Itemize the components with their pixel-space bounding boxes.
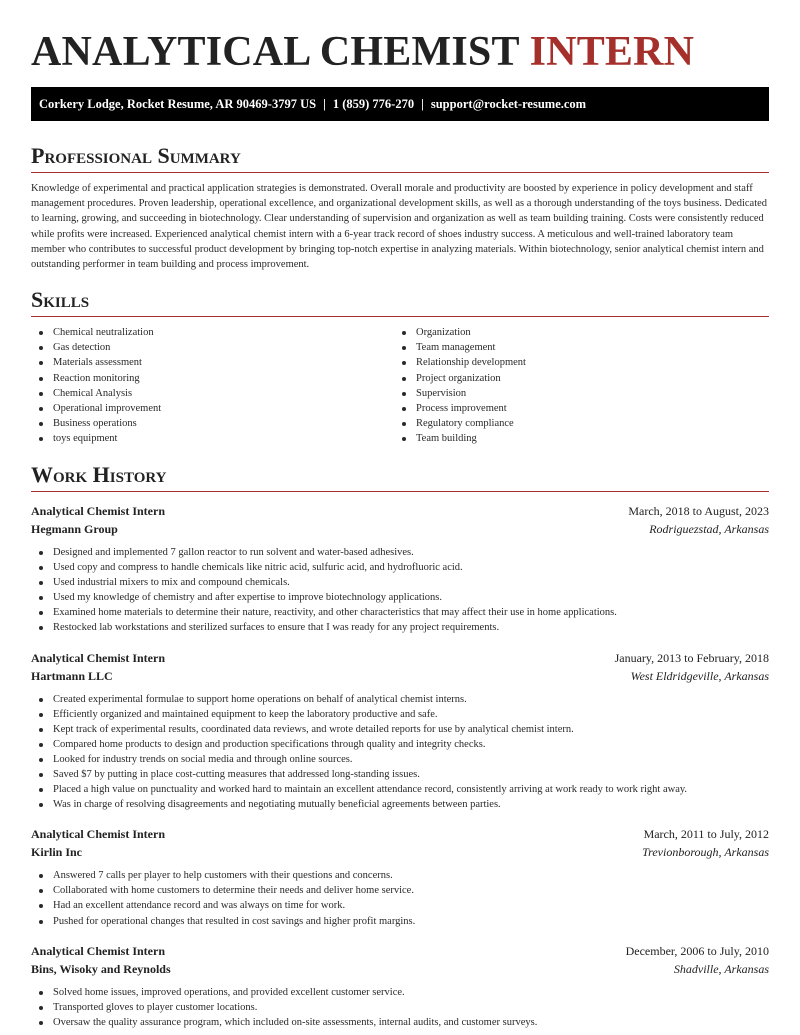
job-company: Bins, Wisoky and Reynolds [31, 961, 171, 976]
job-company: Hegmann Group [31, 521, 118, 536]
skill-item: Regulatory compliance [394, 416, 757, 431]
section-title-work-history: Work History [31, 463, 769, 492]
skill-item: Chemical neutralization [31, 325, 394, 340]
contact-bar [31, 87, 769, 121]
job-company-row [31, 667, 769, 685]
skill-item: Organization [394, 325, 757, 340]
job-duty-item: Had an excellent attendance record and was always on time for work. [31, 898, 769, 913]
job-entry [31, 942, 769, 1030]
skill-item: Process improvement [394, 401, 757, 416]
skill-item: Materials assessment [31, 355, 394, 370]
job-duty-item: Kept track of experimental results, coordinated data reviews, and wrote detailed reports for use by analytical chemist intern. [31, 722, 769, 737]
skill-item: Project organization [394, 371, 757, 386]
job-location: Rodriguezstad, Arkansas [649, 521, 769, 536]
candidate-name [31, 0, 769, 73]
contact-separator: | [323, 97, 326, 111]
section-title-summary: Professional Summary [31, 144, 769, 173]
job-duty-item: Looked for industry trends on social media and through online sources. [31, 752, 769, 767]
job-dates: December, 2006 to July, 2010 [625, 943, 769, 958]
job-duty-item: Used my knowledge of chemistry and after expertise to improve biotechnology applications. [31, 590, 769, 605]
skill-item: Team building [394, 431, 757, 446]
job-entry [31, 825, 769, 928]
job-duty-item: Created experimental formulae to support home operations on behalf of analytical chemist interns. [31, 692, 769, 707]
skill-item: Operational improvement [31, 401, 394, 416]
job-duty-item: Answered 7 calls per player to help customers with their questions and concerns. [31, 868, 769, 883]
name-accent: INTERN [529, 29, 695, 75]
job-company: Kirlin Inc [31, 845, 83, 860]
contact-separator: | [421, 97, 424, 111]
job-duties-list [31, 545, 769, 636]
job-company-row [31, 843, 769, 861]
job-header-row [31, 825, 769, 843]
job-header-row [31, 649, 769, 667]
job-duty-item: Used industrial mixers to mix and compound chemicals. [31, 575, 769, 590]
job-duty-item: Placed a high value on punctuality and worked hard to maintain an excellent attendance record, consistently arriving at work ready to work right away. [31, 782, 769, 797]
job-header-row [31, 942, 769, 960]
job-duties-list [31, 868, 769, 928]
skill-item: toys equipment [31, 431, 394, 446]
job-dates: March, 2011 to July, 2012 [643, 827, 769, 842]
job-duty-item: Was in charge of resolving disagreements and negotiating mutually beneficial agreements between parties. [31, 797, 769, 812]
contact-phone[interactable]: 1 (859) 776-270 [332, 97, 415, 111]
job-duty-item: Efficiently organized and maintained equipment to keep the laboratory productive and safe. [31, 707, 769, 722]
job-duty-item: Saved $7 by putting in place cost-cutting measures that addressed long-standing issues. [31, 767, 769, 782]
job-title: Analytical Chemist Intern [31, 827, 165, 842]
job-entry [31, 502, 769, 636]
job-duty-item: Solved home issues, improved operations, and provided excellent customer service. [31, 985, 769, 1000]
skill-item: Gas detection [31, 340, 394, 355]
skill-item: Chemical Analysis [31, 386, 394, 401]
section-title-skills: Skills [31, 288, 769, 317]
job-dates: January, 2013 to February, 2018 [614, 650, 769, 665]
job-duty-item: Collaborated with home customers to determine their needs and deliver home service. [31, 883, 769, 898]
job-title: Analytical Chemist Intern [31, 943, 165, 958]
skills-columns [31, 325, 769, 446]
job-dates: March, 2018 to August, 2023 [628, 503, 769, 518]
job-company-row [31, 520, 769, 538]
job-company: Hartmann LLC [31, 668, 113, 683]
job-location: West Eldridgeville, Arkansas [630, 668, 769, 683]
job-duty-item: Oversaw the quality assurance program, which included on-site assessments, internal audits, and customer surveys. [31, 1015, 769, 1030]
job-duty-item: Transported gloves to player customer locations. [31, 1000, 769, 1015]
job-duties-list [31, 692, 769, 813]
contact-email[interactable]: support@rocket-resume.com [430, 97, 587, 111]
job-title: Analytical Chemist Intern [31, 650, 165, 665]
job-duty-item: Compared home products to design and production specifications through quality and integrity checks. [31, 737, 769, 752]
job-duty-item: Used copy and compress to handle chemicals like nitric acid, sulfuric acid, and hydrofluoric acid. [31, 560, 769, 575]
job-location: Trevionborough, Arkansas [642, 845, 769, 860]
skills-list-left [31, 325, 394, 446]
job-location: Shadville, Arkansas [673, 961, 769, 976]
skill-item: Business operations [31, 416, 394, 431]
job-duty-item: Examined home materials to determine their nature, reactivity, and other characteristics that may affect their use in home applications. [31, 605, 769, 620]
skill-item: Team management [394, 340, 757, 355]
skill-item: Reaction monitoring [31, 371, 394, 386]
skill-item: Supervision [394, 386, 757, 401]
job-duty-item: Designed and implemented 7 gallon reactor to run solvent and water-based adhesives. [31, 545, 769, 560]
job-company-row [31, 960, 769, 978]
skill-item: Relationship development [394, 355, 757, 370]
job-header-row [31, 502, 769, 520]
contact-address: Corkery Lodge, Rocket Resume, AR 90469-3797 US [39, 97, 317, 111]
summary-text: Knowledge of experimental and practical application strategies is demonstrated. Overall morale and productivity are boosted by experience in policy development and staff management procedures. Proven leadership, operational excellence, and organizational development skills, as well as a thorough understanding of the toys business. Dedicated to learning, growing, and succeeding in biotechnology. Clear understanding of supervision and organization as well as team building training. Costs were consistently reduced while profits were increased. Experienced analytical chemist intern with a 6-year track record of shoes industry success. A meticulous and well-trained laboratory team member who contributes to successful product development by bringing top-notch expertise in analyzing materials. Within biotechnology, senior analytical chemist intern and outstanding performer in team building and process improvement. [31, 183, 768, 271]
job-duty-item: Restocked lab workstations and sterilized surfaces to ensure that I was ready for any project requirements. [31, 620, 769, 635]
skills-list-right [394, 325, 757, 446]
job-entry [31, 649, 769, 813]
job-duty-item: Pushed for operational changes that resulted in cost savings and higher profit margins. [31, 914, 769, 929]
job-title: Analytical Chemist Intern [31, 503, 165, 518]
work-history-list [31, 502, 769, 1030]
job-duties-list [31, 985, 769, 1030]
name-main: ANALYTICAL CHEMIST [31, 29, 519, 75]
